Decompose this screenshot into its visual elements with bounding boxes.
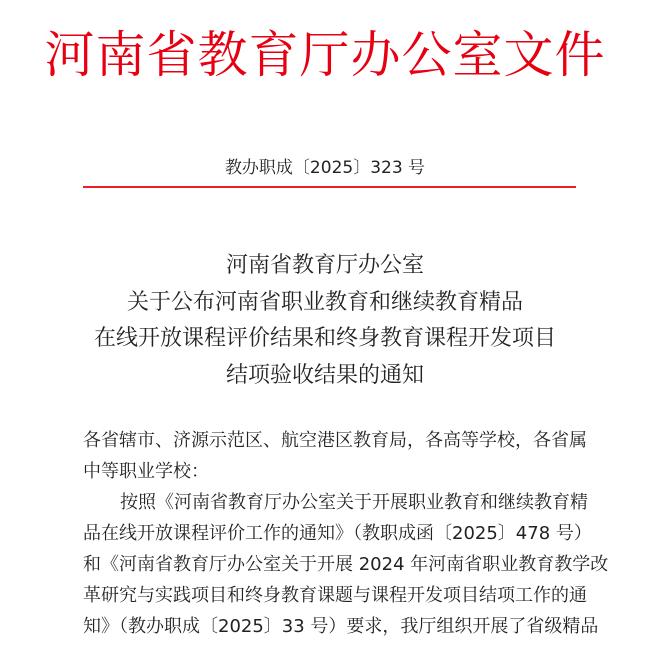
- title-line: 关于公布河南省职业教育和继续教育精品: [126, 289, 523, 315]
- notice-body: [83, 425, 609, 642]
- document-number: 教办职成〔2025〕323 号: [224, 158, 426, 178]
- red-divider-line: [83, 186, 576, 188]
- body-line: 知》（教办职成〔2025〕33 号）要求，我厅组织开展了省级精品: [83, 616, 599, 637]
- notice-title: [0, 248, 650, 394]
- addressee-line: 中等职业学校：: [83, 461, 209, 482]
- body-line: 品在线开放课程评价工作的通知》（教职成函〔2025〕478 号）: [83, 523, 592, 544]
- document-header-title: 河南省教育厅办公室文件: [44, 26, 606, 84]
- body-line: 按照《河南省教育厅办公室关于开展职业教育和继续教育精: [120, 492, 588, 513]
- body-line: 和《河南省教育厅办公室关于开展 2024 年河南省职业教育教学改: [83, 554, 609, 575]
- title-line: 在线开放课程评价结果和终身教育课程开发项目: [93, 326, 556, 351]
- title-line: 河南省教育厅办公室: [225, 253, 424, 278]
- addressee-line: 各省辖市、济源示范区、航空港区教育局，各高等学校，各省属: [83, 430, 587, 451]
- body-line: 革研究与实践项目和终身教育课题与课程开发项目结项工作的通: [83, 585, 587, 606]
- title-line: 结项验收结果的通知: [225, 362, 424, 388]
